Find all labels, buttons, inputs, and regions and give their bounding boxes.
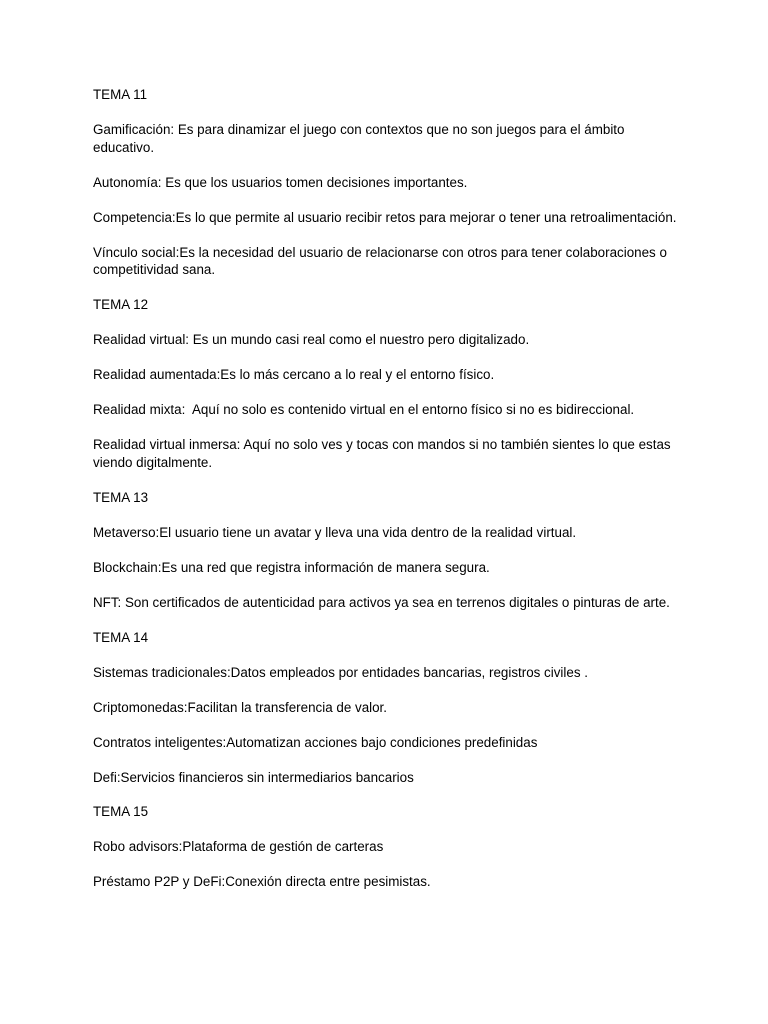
definition-gamificacion: Gamificación: Es para dinamizar el juego con contextos que no son juegos para el ámbito educativo.: [93, 121, 629, 155]
document-body: [93, 86, 683, 908]
definition-autonomia: Autonomía: Es que los usuarios tomen decisiones importantes.: [93, 174, 468, 190]
definition-realidad-aumentada: Realidad aumentada:Es lo más cercano a lo real y el entorno físico.: [93, 367, 495, 383]
definition-contratos-inteligentes: Contratos inteligentes:Automatizan acciones bajo condiciones predefinidas: [93, 734, 538, 750]
definition-vinculo-social: Vínculo social:Es la necesidad del usuario de relacionarse con otros para tener colaboraciones o competitividad sana.: [93, 244, 671, 278]
section-heading-tema-12: TEMA 12: [93, 297, 149, 313]
definition-metaverso: Metaverso:El usuario tiene un avatar y lleva una vida dentro de la realidad virtual.: [93, 524, 577, 540]
definition-realidad-mixta: Realidad mixta: Aquí no solo es contenido virtual en el entorno físico si no es bidireccional.: [93, 402, 635, 418]
definition-realidad-virtual-inmersa: Realidad virtual inmersa: Aquí no solo ves y tocas con mandos si no también sientes lo que estas viendo digitalmente.: [93, 437, 675, 470]
section-heading-tema-13: TEMA 13: [93, 489, 149, 505]
definition-prestamo-p2p-defi: Préstamo P2P y DeFi:Conexión directa entre pesimistas.: [93, 874, 431, 890]
definition-blockchain: Blockchain:Es una red que registra información de manera segura.: [93, 559, 490, 575]
definition-sistemas-tradicionales: Sistemas tradicionales:Datos empleados por entidades bancarias, registros civiles .: [93, 664, 588, 680]
definition-competencia: Competencia:Es lo que permite al usuario recibir retos para mejorar o tener una retroalimentación.: [93, 209, 677, 225]
definition-defi: Defi:Servicios financieros sin intermediarios bancarios: [93, 769, 414, 785]
section-heading-tema-15: TEMA 15: [93, 804, 149, 820]
definition-robo-advisors: Robo advisors:Plataforma de gestión de carteras: [93, 839, 384, 855]
definition-realidad-virtual: Realidad virtual: Es un mundo casi real como el nuestro pero digitalizado.: [93, 332, 530, 348]
section-heading-tema-11: TEMA 11: [93, 87, 148, 102]
section-heading-tema-14: TEMA 14: [93, 629, 149, 645]
definition-nft: NFT: Son certificados de autenticidad para activos ya sea en terrenos digitales o pinturas de arte.: [93, 594, 670, 610]
definition-criptomonedas: Criptomonedas:Facilitan la transferencia de valor.: [93, 699, 387, 715]
